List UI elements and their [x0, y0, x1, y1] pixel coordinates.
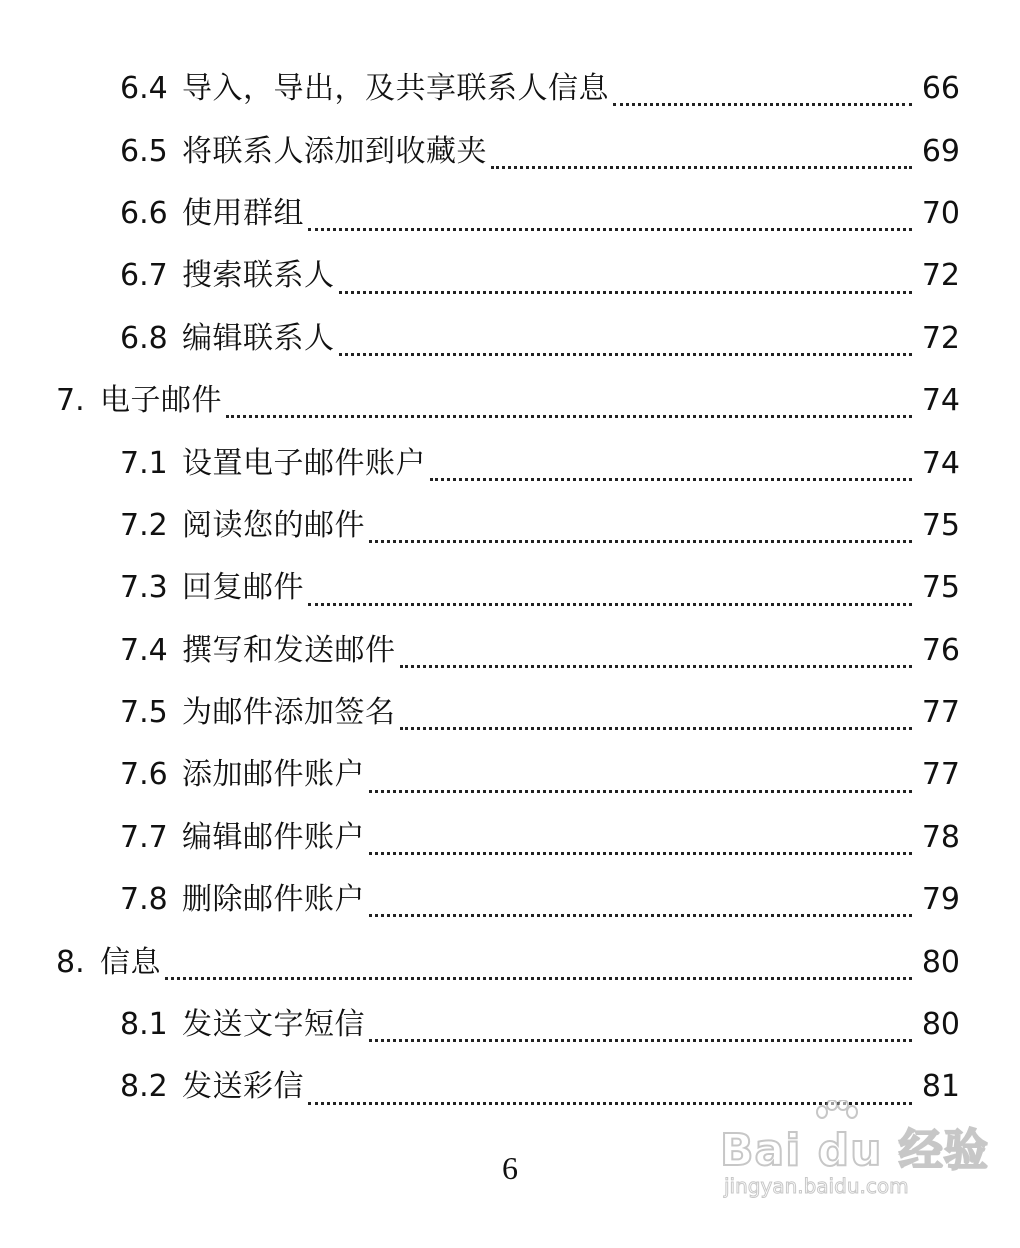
baidu-jingyan-watermark	[720, 1100, 989, 1210]
page-number: 69	[921, 133, 960, 169]
section-number: 6.6	[120, 195, 168, 231]
dot-leader	[226, 415, 912, 418]
page-number: 75	[921, 507, 960, 543]
section-title: 添加邮件账户	[182, 757, 365, 793]
section-number: 7.8	[120, 882, 168, 918]
toc-entry	[0, 994, 1020, 1056]
toc-entry	[0, 308, 1020, 370]
dot-leader	[165, 977, 912, 980]
page-number: 74	[921, 445, 960, 481]
page-number: 79	[921, 882, 960, 918]
toc-entry	[0, 807, 1020, 869]
section-title: 删除邮件账户	[182, 882, 365, 918]
page-number: 81	[921, 1069, 960, 1105]
page-number: 77	[921, 695, 960, 731]
section-title: 阅读您的邮件	[182, 507, 365, 543]
section-number: 7.5	[120, 695, 168, 731]
section-title: 撰写和发送邮件	[182, 632, 396, 668]
dot-leader	[308, 603, 912, 606]
page-number: 78	[921, 819, 960, 855]
dot-leader	[369, 914, 912, 917]
section-title: 为邮件添加签名	[182, 695, 396, 731]
page-number: 66	[921, 71, 960, 107]
section-title: 导入，导出，及共享联系人信息	[182, 71, 609, 107]
dot-leader	[339, 291, 913, 294]
section-number: 7.4	[120, 632, 168, 668]
section-number: 7.1	[120, 445, 168, 481]
dot-leader	[491, 166, 912, 169]
section-number: 7.2	[120, 507, 168, 543]
page-number: 77	[921, 757, 960, 793]
toc-entry	[0, 682, 1020, 744]
watermark-url: jingyan.baidu.com	[724, 1174, 909, 1198]
section-title: 将联系人添加到收藏夹	[182, 133, 487, 169]
page-number: 70	[921, 195, 960, 231]
page-number: 72	[921, 320, 960, 356]
dot-leader	[369, 540, 912, 543]
section-title: 发送彩信	[182, 1069, 304, 1105]
toc-chapter-entry	[0, 931, 1020, 993]
dot-leader	[369, 852, 912, 855]
dot-leader	[308, 228, 912, 231]
section-number: 7.3	[120, 570, 168, 606]
chapter-title: 电子邮件	[100, 383, 222, 419]
chapter-title: 信息	[100, 944, 161, 980]
dot-leader	[369, 790, 912, 793]
toc-chapter-entry	[0, 370, 1020, 432]
section-number: 7.6	[120, 757, 168, 793]
watermark-logo-text: Bai du 经验	[720, 1125, 989, 1176]
toc-entry	[0, 183, 1020, 245]
section-number: 6.7	[120, 258, 168, 294]
section-number: 6.4	[120, 71, 168, 107]
section-number: 7.7	[120, 819, 168, 855]
dot-leader	[400, 665, 913, 668]
section-title: 搜索联系人	[182, 258, 335, 294]
dot-leader	[613, 103, 912, 106]
table-of-contents	[0, 58, 1020, 1119]
section-title: 回复邮件	[182, 570, 304, 606]
section-number: 6.8	[120, 320, 168, 356]
dot-leader	[400, 727, 913, 730]
page-number: 74	[921, 383, 960, 419]
toc-entry	[0, 869, 1020, 931]
section-title: 发送文字短信	[182, 1007, 365, 1043]
section-number: 8.2	[120, 1069, 168, 1105]
page-number: 80	[921, 944, 960, 980]
toc-entry	[0, 432, 1020, 494]
dot-leader	[369, 1039, 912, 1042]
chapter-number: 8.	[56, 944, 85, 980]
footer-page-number: 6	[502, 1150, 518, 1186]
page-number: 75	[921, 570, 960, 606]
toc-entry	[0, 620, 1020, 682]
dot-leader	[339, 353, 913, 356]
toc-entry	[0, 495, 1020, 557]
section-title: 设置电子邮件账户	[182, 445, 426, 481]
page-number: 72	[921, 258, 960, 294]
toc-entry	[0, 744, 1020, 806]
chapter-number: 7.	[56, 383, 85, 419]
page-number: 80	[921, 1007, 960, 1043]
section-number: 6.5	[120, 133, 168, 169]
toc-entry	[0, 58, 1020, 120]
toc-entry	[0, 120, 1020, 182]
toc-entry	[0, 245, 1020, 307]
section-title: 编辑邮件账户	[182, 819, 365, 855]
page-number: 76	[921, 632, 960, 668]
section-title: 使用群组	[182, 195, 304, 231]
toc-entry	[0, 557, 1020, 619]
section-title: 编辑联系人	[182, 320, 335, 356]
section-number: 8.1	[120, 1007, 168, 1043]
dot-leader	[430, 478, 912, 481]
